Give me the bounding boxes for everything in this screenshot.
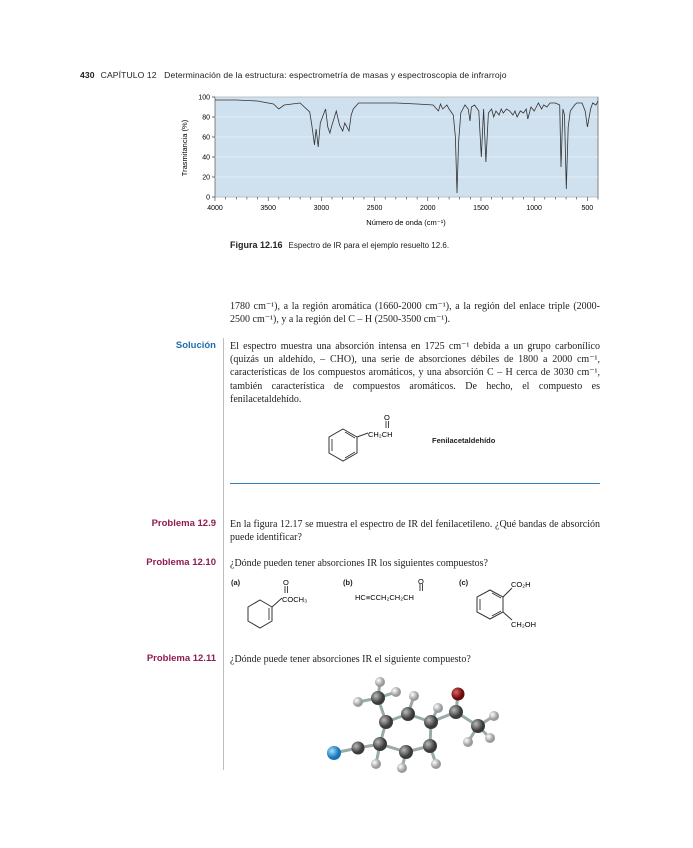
compound-c-bottom-group: CH₂OH [511, 620, 536, 629]
x-tick-label: 2000 [419, 205, 436, 212]
x-tick-label: 3000 [313, 205, 330, 212]
problema-12-10-label: Problema 12.10 [146, 557, 216, 568]
compound-b-structure [355, 578, 445, 608]
chapter-label: CAPÍTULO 12 [100, 70, 157, 80]
problema-12-9-label: Problema 12.9 [151, 518, 216, 529]
x-axis-label: Número de onda (cm⁻¹) [366, 218, 446, 227]
phenylacetaldehyde-structure [320, 412, 430, 470]
hydrogen-atom [391, 687, 401, 697]
hydrogen-atom [409, 691, 419, 701]
nitrogen-atom [327, 746, 341, 760]
x-ticks [206, 194, 598, 212]
running-header [80, 70, 507, 80]
problema-12-11-text: ¿Dónde puede tener absorciones IR el siguiente compuesto? [230, 654, 471, 665]
x-tick-label: 1000 [526, 205, 542, 212]
carbon-atom [449, 705, 463, 719]
plot-background [215, 97, 598, 197]
y-ticks [198, 95, 215, 202]
compound-c-structure [462, 576, 552, 636]
hydrogen-atom [397, 763, 407, 773]
hydrogen-atom [371, 759, 381, 769]
figure-caption [230, 240, 449, 250]
carbon-atom [352, 742, 365, 755]
figure-label: Figura 12.16 [230, 240, 283, 250]
problema-12-10-text: ¿Dónde pueden tener absorciones IR los siguientes compuestos? [230, 558, 488, 569]
carbon-atom [379, 715, 393, 729]
section-divider [230, 483, 600, 484]
hydrogen-atom [489, 711, 499, 721]
compound-a-oxygen: O [283, 578, 289, 587]
carbon-atom [401, 707, 415, 721]
solucion-label: Solución [175, 340, 216, 351]
x-tick-label: 2500 [366, 205, 383, 212]
carbon-atom [423, 739, 437, 753]
page-number: 430 [80, 70, 95, 80]
ball-and-stick-model [318, 670, 518, 780]
y-tick-label: 40 [202, 154, 210, 162]
x-tick-label: 4000 [207, 205, 223, 212]
problema-12-9-text: En la figura 12.17 se muestra el espectro de IR del fenilacetileno. ¿Qué bandas de absorción puede identificar? [230, 519, 600, 544]
compound-a-label: (a) [231, 578, 241, 587]
hydrogen-atom [485, 733, 495, 743]
y-tick-label: 100 [198, 94, 210, 102]
carbon-atom [424, 715, 438, 729]
carbon-atom [371, 691, 385, 705]
x-tick-label: 500 [581, 205, 594, 212]
y-tick-label: 0 [206, 194, 210, 202]
compound-name: Fenilacetaldehído [432, 436, 496, 445]
y-tick-label: 20 [202, 174, 210, 182]
compound-c-label: (c) [459, 578, 469, 587]
x-tick-label: 1500 [473, 205, 489, 212]
hydrogen-atom [353, 697, 363, 707]
compound-b-oxygen: O [418, 578, 424, 586]
chain-label: CH₂CH [368, 430, 393, 439]
margin-rule [223, 338, 224, 770]
hydrogen-atom [431, 759, 441, 769]
compound-a-group: COCH₃ [282, 595, 308, 604]
compound-b-label: (b) [343, 578, 353, 587]
x-tick-label: 3500 [260, 205, 276, 212]
compound-a-structure [236, 576, 326, 636]
aldehyde-oxygen: O [384, 413, 390, 422]
hydrogen-atom [433, 703, 443, 713]
ir-spectrum-chart [175, 88, 605, 238]
chapter-title: Determinación de la estructura: espectrometría de masas y espectroscopia de infrarrojo [164, 70, 507, 80]
carbon-atom [471, 719, 485, 733]
oxygen-atom [452, 688, 465, 701]
compound-b-formula: HC≡CCH₂CH₂CH [355, 593, 414, 602]
y-axis-label: Trasmitancia (%) [180, 119, 189, 177]
carbon-atom [399, 745, 413, 759]
atoms [327, 677, 499, 773]
problema-12-11-label: Problema 12.11 [146, 653, 216, 664]
hydrogen-atom [375, 677, 385, 687]
carbon-atom [373, 737, 387, 751]
y-tick-label: 80 [202, 114, 210, 122]
y-tick-label: 60 [202, 134, 210, 142]
figure-caption-text: Espectro de IR para el ejemplo resuelto 12.6. [288, 241, 450, 250]
compound-c-top-group: CO₂H [511, 580, 531, 589]
hydrogen-atom [463, 737, 473, 747]
paragraph-continuation: 1780 cm⁻¹), a la región aromática (1660-2000 cm⁻¹), a la región del enlace triple (2000-2500 cm⁻¹), y a la región del C – H (2500-3500 cm⁻¹). [230, 301, 600, 326]
solucion-text: El espectro muestra una absorción intensa en 1725 cm⁻¹ debida a un grupo carbonílico (quizás un aldehído, – CHO), una serie de absorciones débiles de 1800 a 2000 cm⁻¹, características de los compuestos aromáticos, y una absorción C – H cerca de 3030 cm⁻¹, también característica de compuestos aromáticos. De hecho, el compuesto es fenilacetaldehído. [230, 341, 600, 405]
